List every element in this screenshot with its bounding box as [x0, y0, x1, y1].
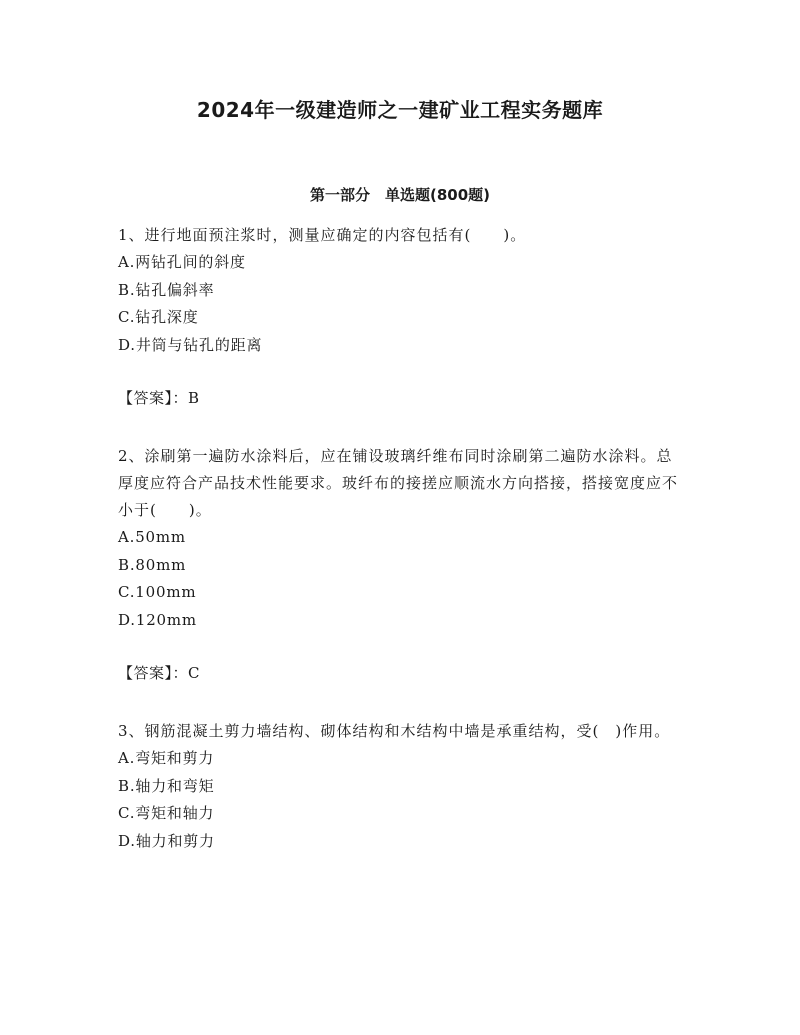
question-2-option-a: A.50mm [118, 528, 186, 546]
question-1-answer: 【答案】：B [118, 389, 200, 407]
question-1 [118, 222, 683, 412]
question-1-stem: 1、进行地面预注浆时，测量应确定的内容包括有( )。 [118, 226, 527, 244]
question-list [118, 222, 683, 855]
question-2 [118, 443, 683, 687]
question-3-option-d: D.轴力和剪力 [118, 831, 215, 850]
question-1-option-b: B.钻孔偏斜率 [118, 280, 215, 299]
section-title: 第一部分 单选题(800题) [309, 186, 491, 204]
question-3-stem: 3、钢筋混凝土剪力墙结构、砌体结构和木结构中墙是承重结构，受( )作用。 [118, 722, 671, 740]
question-3 [118, 718, 683, 855]
document-title: 2024年一级建造师之一建矿业工程实务题库 [196, 98, 604, 122]
question-2-option-d: D.120mm [118, 610, 197, 629]
question-1-option-a: A.两钻孔间的斜度 [118, 253, 246, 271]
question-2-answer: 【答案】：C [118, 664, 200, 682]
question-2-option-c: C.100mm [118, 583, 197, 601]
question-3-option-b: B.轴力和弯矩 [118, 776, 215, 795]
question-2-option-b: B.80mm [118, 555, 187, 574]
question-3-option-a: A.弯矩和剪力 [118, 749, 215, 767]
question-1-option-d: D.井筒与钻孔的距离 [118, 335, 263, 354]
question-3-option-c: C.弯矩和轴力 [118, 804, 215, 822]
question-2-stem: 2、涂刷第一遍防水涂料后，应在铺设玻璃纤维布同时涂刷第二遍防水涂料。总厚度应符合产品技术性能要求。玻纤布的接搓应顺流水方向搭接，搭接宽度应不小于( )。 [118, 447, 679, 519]
question-1-option-c: C.钻孔深度 [118, 308, 199, 326]
